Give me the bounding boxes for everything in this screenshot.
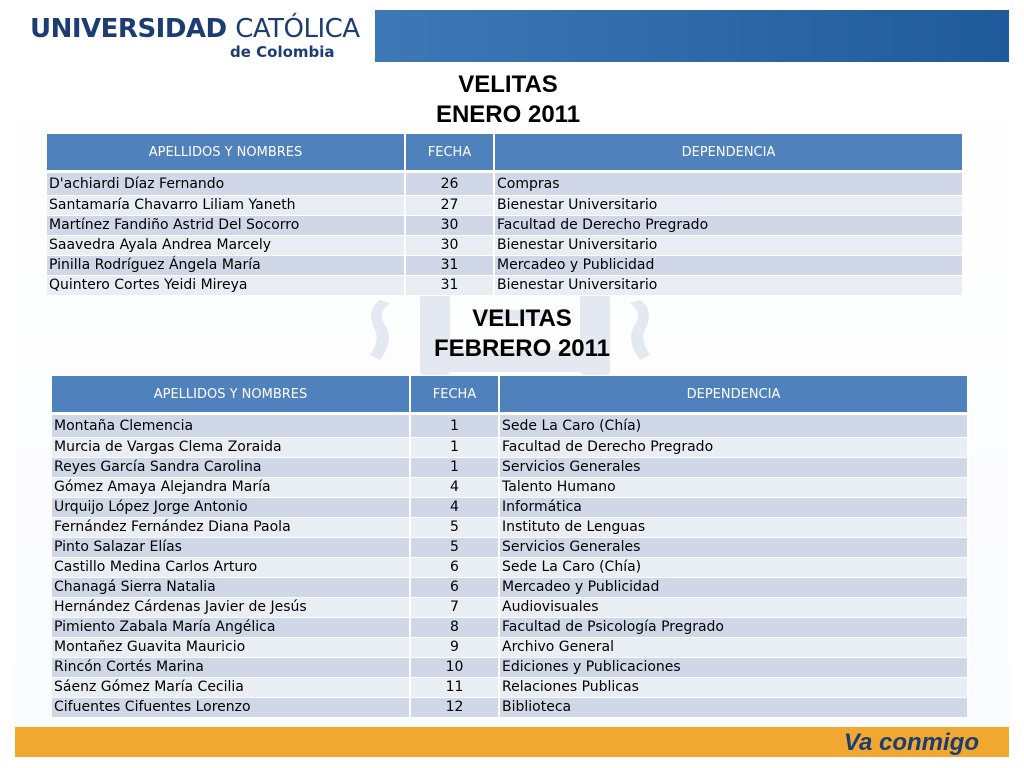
table-row: [47, 236, 964, 256]
cell-fecha: 1: [411, 458, 500, 478]
cell-nombre: Urquijo López Jorge Antonio: [52, 498, 411, 518]
cell-dependencia: Biblioteca: [500, 698, 969, 718]
cell-dependencia: Relaciones Publicas: [500, 678, 969, 698]
table-header-row: [52, 376, 969, 415]
cell-fecha: 27: [406, 196, 495, 216]
column-header-nombres: APELLIDOS Y NOMBRES: [52, 376, 411, 415]
cell-nombre: Montañez Guavita Mauricio: [52, 638, 411, 658]
cell-dependencia: Facultad de Derecho Pregrado: [500, 438, 969, 458]
table-row: [52, 498, 969, 518]
cell-dependencia: Facultad de Psicología Pregrado: [500, 618, 969, 638]
cell-dependencia: Talento Humano: [500, 478, 969, 498]
cell-nombre: Sáenz Gómez María Cecilia: [52, 678, 411, 698]
logo-wordmark: [30, 14, 360, 44]
logo-word-catolica: CATÓLICA: [235, 14, 360, 44]
cell-dependencia: Ediciones y Publicaciones: [500, 658, 969, 678]
table-row: [52, 438, 969, 458]
table-row: [52, 458, 969, 478]
column-header-fecha: FECHA: [406, 134, 495, 173]
cell-fecha: 9: [411, 638, 500, 658]
cell-fecha: 5: [411, 538, 500, 558]
cell-nombre: Pinto Salazar Elías: [52, 538, 411, 558]
enero-title-line1: VELITAS: [458, 71, 558, 98]
cell-dependencia: Bienestar Universitario: [495, 276, 964, 296]
logo-word-universidad: UNIVERSIDAD: [30, 14, 227, 44]
cell-fecha: 10: [411, 658, 500, 678]
cell-nombre: Gómez Amaya Alejandra María: [52, 478, 411, 498]
table-header-row: [47, 134, 964, 173]
febrero-title: [330, 304, 714, 364]
cell-nombre: Rincón Cortés Marina: [52, 658, 411, 678]
cell-dependencia: Sede La Caro (Chía): [500, 558, 969, 578]
enero-table-body: [47, 173, 964, 296]
cell-nombre: Cifuentes Cifuentes Lorenzo: [52, 698, 411, 718]
table-row: [47, 276, 964, 296]
column-header-nombres: APELLIDOS Y NOMBRES: [47, 134, 406, 173]
cell-dependencia: Servicios Generales: [500, 458, 969, 478]
university-logo: [30, 14, 370, 60]
table-row: [52, 598, 969, 618]
table-row: [52, 638, 969, 658]
cell-dependencia: Bienestar Universitario: [495, 196, 964, 216]
cell-nombre: Fernández Fernández Diana Paola: [52, 518, 411, 538]
enero-table: [47, 134, 964, 296]
cell-dependencia: Mercadeo y Publicidad: [495, 256, 964, 276]
table-row: [52, 558, 969, 578]
table-row: [52, 578, 969, 598]
cell-fecha: 4: [411, 478, 500, 498]
cell-nombre: Saavedra Ayala Andrea Marcely: [47, 236, 406, 256]
cell-nombre: Montaña Clemencia: [52, 415, 411, 438]
cell-fecha: 30: [406, 216, 495, 236]
cell-fecha: 6: [411, 578, 500, 598]
cell-fecha: 5: [411, 518, 500, 538]
cell-dependencia: Facultad de Derecho Pregrado: [495, 216, 964, 236]
cell-fecha: 11: [411, 678, 500, 698]
cell-nombre: D'achiardi Díaz Fernando: [47, 173, 406, 196]
table-row: [52, 538, 969, 558]
cell-fecha: 1: [411, 415, 500, 438]
cell-fecha: 4: [411, 498, 500, 518]
cell-fecha: 6: [411, 558, 500, 578]
cell-fecha: 1: [411, 438, 500, 458]
febrero-table: [52, 376, 969, 718]
cell-dependencia: Sede La Caro (Chía): [500, 415, 969, 438]
table-row: [52, 518, 969, 538]
febrero-table-body: [52, 415, 969, 718]
logo-subtitle: de Colombia: [230, 43, 335, 61]
cell-nombre: Murcia de Vargas Clema Zoraida: [52, 438, 411, 458]
cell-nombre: Quintero Cortes Yeidi Mireya: [47, 276, 406, 296]
cell-nombre: Santamaría Chavarro Liliam Yaneth: [47, 196, 406, 216]
table-row: [52, 698, 969, 718]
cell-dependencia: Servicios Generales: [500, 538, 969, 558]
table-row: [52, 678, 969, 698]
cell-nombre: Chanagá Sierra Natalia: [52, 578, 411, 598]
cell-fecha: 12: [411, 698, 500, 718]
table-row: [52, 658, 969, 678]
cell-nombre: Hernández Cárdenas Javier de Jesús: [52, 598, 411, 618]
column-header-fecha: FECHA: [411, 376, 500, 415]
cell-nombre: Pinilla Rodríguez Ángela María: [47, 256, 406, 276]
cell-nombre: Martínez Fandiño Astrid Del Socorro: [47, 216, 406, 236]
table-row: [52, 415, 969, 438]
cell-dependencia: Compras: [495, 173, 964, 196]
cell-fecha: 26: [406, 173, 495, 196]
febrero-title-line1: VELITAS: [472, 305, 572, 332]
cell-fecha: 31: [406, 276, 495, 296]
table-row: [47, 173, 964, 196]
table-row: [47, 196, 964, 216]
table-row: [47, 216, 964, 236]
cell-fecha: 8: [411, 618, 500, 638]
cell-fecha: 7: [411, 598, 500, 618]
cell-dependencia: Instituto de Lenguas: [500, 518, 969, 538]
cell-dependencia: Mercadeo y Publicidad: [500, 578, 969, 598]
febrero-title-line2: FEBRERO 2011: [433, 335, 611, 362]
enero-title: [330, 70, 686, 130]
cell-dependencia: Archivo General: [500, 638, 969, 658]
table-row: [47, 256, 964, 276]
column-header-dependencia: DEPENDENCIA: [500, 376, 969, 415]
cell-dependencia: Audiovisuales: [500, 598, 969, 618]
table-row: [52, 478, 969, 498]
column-header-dependencia: DEPENDENCIA: [495, 134, 964, 173]
cell-fecha: 31: [406, 256, 495, 276]
footer-slogan: Va conmigo: [843, 729, 979, 756]
table-row: [52, 618, 969, 638]
cell-nombre: Reyes García Sandra Carolina: [52, 458, 411, 478]
cell-dependencia: Bienestar Universitario: [495, 236, 964, 256]
cell-dependencia: Informática: [500, 498, 969, 518]
cell-nombre: Castillo Medina Carlos Arturo: [52, 558, 411, 578]
cell-fecha: 30: [406, 236, 495, 256]
cell-nombre: Pimiento Zabala María Angélica: [52, 618, 411, 638]
enero-title-line2: ENERO 2011: [435, 101, 581, 128]
